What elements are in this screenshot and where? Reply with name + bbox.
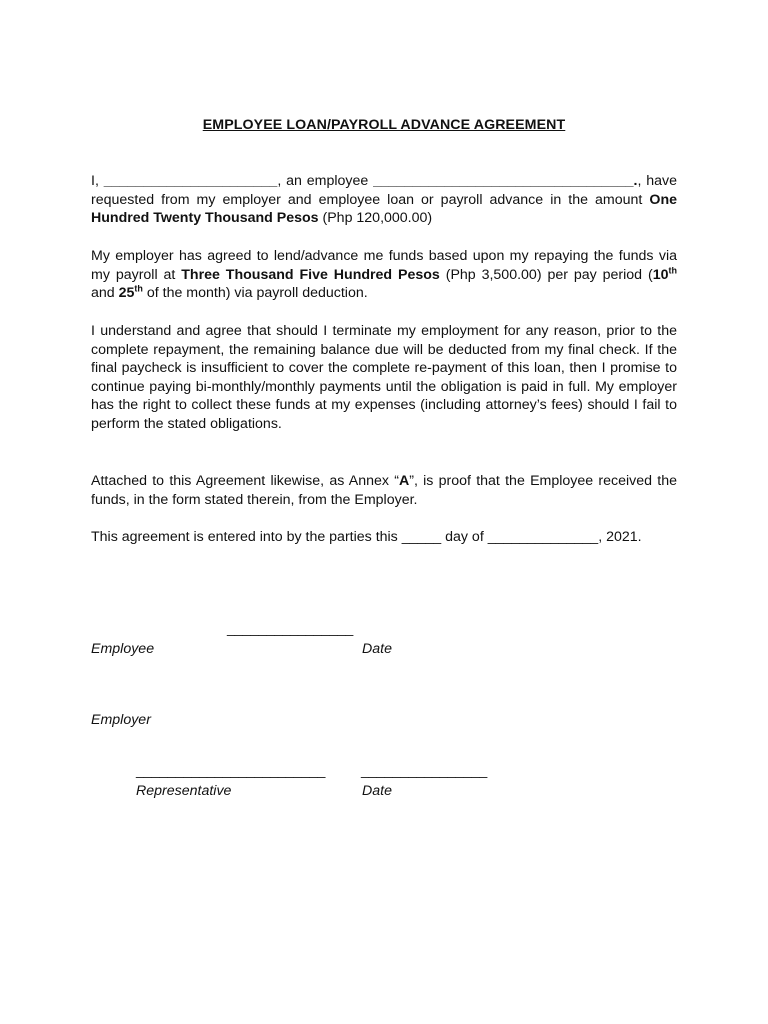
paragraph-annex: Attached to this Agreement likewise, as Annex “A”, is proof that the Employee received the funds, in the form stated therein, from the Employer. (91, 473, 677, 508)
employee-name-blank: ______________________ (103, 173, 278, 189)
paragraph-termination-clause: I understand and agree that should I terminate my employment for any reason, prior to the complete repayment, the remaining balance due will be deducted from my final check. If the final paycheck is insufficient to cover the complete re-payment of this loan, then I promise to continue paying bi-monthly/monthly payments until the obligation is paid in full. My employer has the right to collect these funds at my expenses (including attorney’s fees) should I fail to perform the stated obligations. (91, 323, 677, 432)
paragraph-repayment-terms: My employer has agreed to lend/advance me funds based upon my repaying the funds via my payroll at Three Thousand Five Hundred Pesos (Php 3,500.00) per pay period (10th and 25th of the month) via payroll deduction. (91, 248, 677, 302)
paragraph-employee-request: I, ______________________, an employee _________________________________., have requested from my employer and employee loan or payroll advance in the amount One Hundred Twenty Thousand Pesos (Php 120,000.00) (91, 173, 677, 227)
representative-date-line: ________________ (361, 763, 488, 779)
employer-name-blank: _________________________________. (373, 173, 638, 189)
payment-amount-number: (Php 3,500.00) per pay period ( (439, 266, 653, 283)
representative-signature-line: ________________________ (136, 763, 326, 779)
document-title: EMPLOYEE LOAN/PAYROLL ADVANCE AGREEMENT (202, 117, 566, 133)
representative-date-label: Date (362, 783, 392, 799)
representative-label: Representative (136, 783, 232, 799)
paragraph-execution-date: This agreement is entered into by the parties this _____ day of ______________, 2021. (91, 529, 642, 545)
loan-amount-number: (Php 120,000.00) (318, 210, 433, 227)
day-blank: _____ (401, 529, 442, 545)
employer-label: Employer (91, 712, 151, 728)
employee-label: Employee (91, 641, 155, 657)
employee-date-label: Date (362, 641, 392, 657)
payment-amount-words: Three Thousand Five Hundred Pesos (181, 266, 440, 283)
month-blank: ______________ (487, 529, 599, 545)
loan-amount-words: One Hundred Twenty Thousand Pesos (91, 191, 677, 227)
annex-letter: A (398, 473, 410, 489)
employee-date-line: ________________ (227, 621, 354, 637)
